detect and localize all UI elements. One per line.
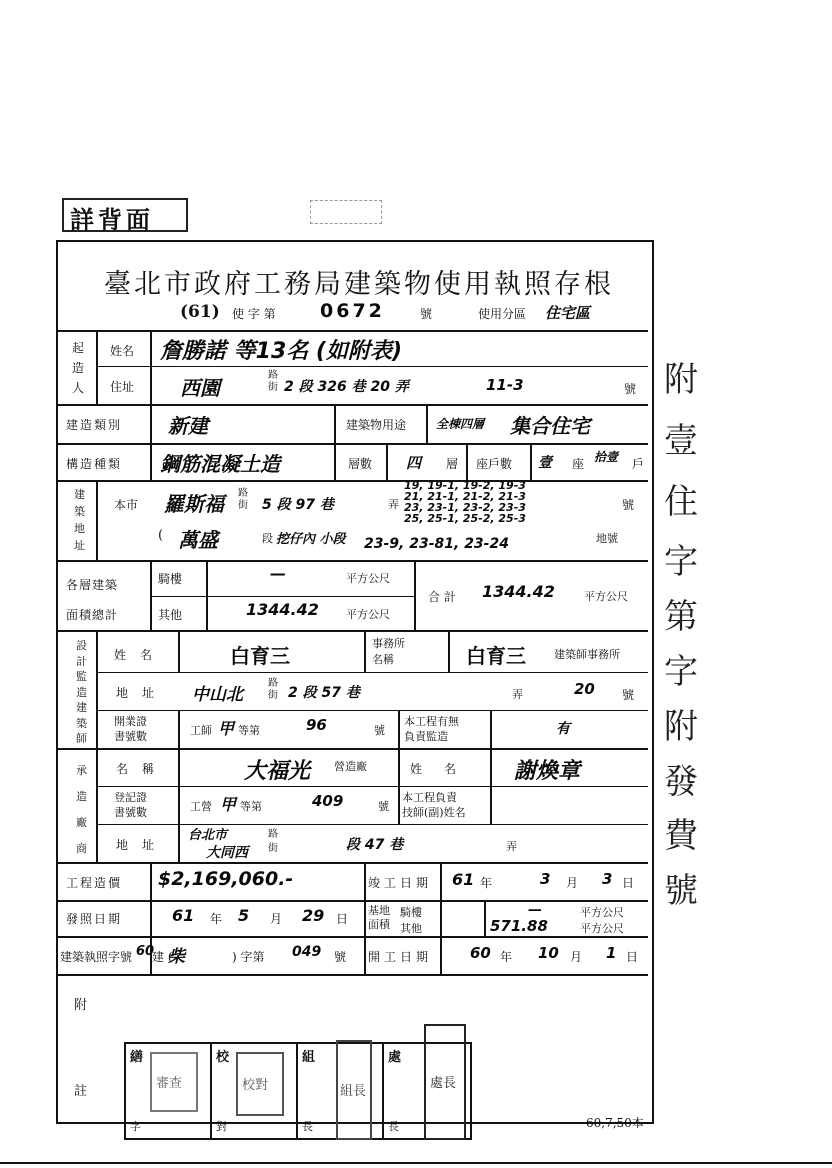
floor-other-label: 其他 bbox=[158, 608, 183, 622]
contractor-reg-text: 等第 bbox=[240, 800, 262, 813]
issue-unit-month: 月 bbox=[270, 912, 283, 926]
base-arcade-value: — bbox=[528, 902, 542, 918]
completion-day: 3 bbox=[602, 870, 613, 888]
vline bbox=[178, 710, 180, 748]
floor-total-unit: 平方公尺 bbox=[584, 590, 628, 603]
floor-other-value: 1344.42 bbox=[246, 600, 319, 619]
hline bbox=[58, 748, 648, 750]
applicant-group-label: 起 造 人 bbox=[72, 341, 85, 395]
note-label: 註 bbox=[74, 1084, 88, 1099]
units-seat-unit: 座 bbox=[572, 457, 585, 471]
approval-stamp-4: 處長 bbox=[424, 1024, 466, 1140]
architect-office-value: 白育三 bbox=[466, 644, 526, 668]
site-city-label: 本市 bbox=[114, 498, 139, 512]
vline bbox=[490, 710, 492, 748]
floor-arcade-value: — bbox=[270, 564, 286, 583]
architect-addr-number: 20 bbox=[574, 680, 595, 698]
permit-ref-suffix: 號 bbox=[334, 950, 347, 964]
approval-footer-2: 對 bbox=[216, 1120, 227, 1133]
detail-label-box bbox=[62, 198, 188, 232]
use-label: 建築物用途 bbox=[346, 418, 407, 432]
base-other-unit: 平方公尺 bbox=[580, 922, 624, 935]
vline bbox=[448, 630, 450, 672]
vline bbox=[386, 443, 388, 480]
contractor-tech-label: 本工程負責 技師(副)姓名 bbox=[402, 791, 466, 819]
detail-label: 詳背面 bbox=[70, 205, 154, 234]
structure-label: 構造種類 bbox=[66, 457, 123, 471]
applicant-name-value: 詹勝諾 等13名 (如附表) bbox=[160, 339, 403, 364]
contractor-reg-suffix: 號 bbox=[378, 800, 389, 813]
contractor-addr-section: 段 47 巷 bbox=[346, 837, 404, 853]
units-households: 拾壹 bbox=[594, 450, 619, 464]
base-area-label: 基地 面積 bbox=[368, 904, 390, 931]
floor-total-label: 合 計 bbox=[428, 590, 456, 604]
base-other-label: 其他 bbox=[400, 922, 422, 935]
vline bbox=[210, 1042, 212, 1138]
architect-addr-road: 中山北 bbox=[192, 685, 243, 705]
contractor-reg-grade: 甲 bbox=[220, 795, 237, 814]
site-lane-label: 弄 bbox=[388, 498, 399, 511]
site-area-value: 萬盛 bbox=[178, 528, 218, 552]
cost-label: 工程造價 bbox=[66, 876, 123, 890]
vline bbox=[178, 630, 180, 672]
approval-stamp-2: 校對 bbox=[236, 1052, 284, 1116]
side-column-text: 附 壹 住 字 第 字 附 發 費 號 bbox=[664, 360, 698, 912]
vline bbox=[150, 560, 152, 630]
units-seat: 壹 bbox=[538, 455, 552, 471]
approval-stamp-1: 審查 bbox=[150, 1052, 198, 1112]
permit-year: (61) bbox=[180, 302, 220, 322]
form-title: 臺北市政府工務局建築物使用執照存根 bbox=[104, 269, 614, 300]
approval-label-3: 組 bbox=[302, 1050, 316, 1065]
start-day: 1 bbox=[606, 944, 617, 962]
contractor-name-label: 名稱 bbox=[116, 762, 169, 776]
floor-arcade-unit: 平方公尺 bbox=[346, 572, 390, 585]
architect-office-label: 事務所 名稱 bbox=[372, 637, 405, 666]
vline bbox=[364, 862, 366, 974]
applicant-addr-district: 西園 bbox=[180, 376, 220, 400]
contractor-reg-prefix: 工營 bbox=[190, 800, 212, 813]
contractor-reg-label: 登記證 書號數 bbox=[114, 791, 147, 819]
applicant-name-label: 姓名 bbox=[110, 344, 135, 358]
completion-month: 3 bbox=[540, 870, 551, 888]
completion-year: 61 bbox=[452, 870, 475, 889]
contractor-person-value: 謝煥章 bbox=[514, 759, 581, 784]
architect-name-label: 姓名 bbox=[114, 648, 167, 662]
permit-ref-year: 60 bbox=[136, 944, 155, 959]
issue-day: 29 bbox=[302, 906, 325, 925]
hline bbox=[96, 672, 648, 673]
site-road-suffix: 路 街 bbox=[238, 488, 248, 511]
architect-group-label: 設 計 監 造 建 築 師 bbox=[76, 639, 87, 745]
architect-license-number: 96 bbox=[306, 716, 327, 734]
vline bbox=[150, 404, 152, 480]
attach-label: 附 bbox=[74, 998, 88, 1013]
permit-ref-number: 049 bbox=[292, 944, 322, 960]
zone-label: 使用分區 bbox=[478, 307, 527, 321]
base-arcade-label: 騎樓 bbox=[400, 906, 422, 919]
architect-office-suffix: 建築師事務所 bbox=[554, 648, 620, 661]
architect-license-suffix: 號 bbox=[374, 724, 385, 737]
hline bbox=[150, 596, 414, 597]
vline bbox=[398, 748, 400, 824]
applicant-addr-road-suffix: 路 街 bbox=[268, 370, 278, 393]
vline bbox=[530, 443, 532, 480]
units-unit: 戶 bbox=[632, 457, 645, 471]
completion-unit-year: 年 bbox=[480, 876, 493, 890]
permit-suffix: 號 bbox=[420, 307, 433, 321]
vline bbox=[150, 330, 152, 404]
contractor-group-label: 承 造 廠 商 bbox=[76, 764, 87, 855]
vline bbox=[206, 560, 208, 630]
issue-month: 5 bbox=[238, 906, 250, 925]
vline bbox=[466, 443, 468, 480]
hline bbox=[58, 862, 648, 864]
floors-value: 四 bbox=[406, 454, 422, 472]
floor-area-group-label: 各層建築 面積總計 bbox=[66, 578, 119, 622]
architect-supervisor-label: 本工程有無 負責監造 bbox=[404, 715, 459, 743]
architect-supervisor-value: 有 bbox=[556, 721, 570, 737]
vline bbox=[490, 748, 492, 824]
site-lot-value: 挖仔內 小段 bbox=[276, 532, 346, 547]
floor-arcade-label: 騎樓 bbox=[158, 572, 183, 586]
hline bbox=[58, 630, 648, 632]
architect-license-grade: 甲 bbox=[218, 719, 235, 738]
applicant-addr-label: 住址 bbox=[110, 380, 135, 394]
hline bbox=[58, 443, 648, 445]
contractor-addr-road-suffix: 路 街 bbox=[268, 829, 278, 854]
architect-license-text: 等第 bbox=[238, 724, 260, 737]
hline bbox=[58, 480, 648, 482]
site-paren: ( bbox=[158, 528, 164, 543]
completion-label: 竣工日期 bbox=[368, 876, 433, 890]
hline bbox=[58, 936, 648, 938]
floor-other-unit: 平方公尺 bbox=[346, 608, 390, 621]
completion-unit-day: 日 bbox=[622, 876, 635, 890]
approval-footer-4: 長 bbox=[388, 1120, 399, 1133]
base-other-value: 571.88 bbox=[490, 917, 548, 935]
contractor-addr-label: 地址 bbox=[116, 838, 169, 852]
architect-license-prefix: 工師 bbox=[190, 724, 212, 737]
hline bbox=[58, 974, 648, 976]
approval-stamp-3: 組長 bbox=[336, 1040, 372, 1140]
permit-number: 0672 bbox=[320, 300, 385, 322]
issue-year: 61 bbox=[172, 906, 195, 925]
start-month: 10 bbox=[538, 944, 559, 962]
completion-unit-month: 月 bbox=[566, 876, 579, 890]
issue-label: 發照日期 bbox=[66, 912, 123, 926]
site-lot-label: 段 bbox=[262, 532, 273, 545]
category-label: 建造類別 bbox=[66, 418, 123, 432]
permit-prefix: 使 字 第 bbox=[232, 307, 276, 321]
site-road-value: 羅斯福 bbox=[164, 492, 224, 516]
use-value: 集合住宅 bbox=[510, 414, 590, 438]
zone-value: 住宅區 bbox=[545, 304, 591, 322]
contractor-addr-lane: 弄 bbox=[506, 840, 517, 853]
page-bottom-edge bbox=[0, 1162, 832, 1164]
site-number-suffix: 號 bbox=[622, 498, 635, 512]
base-arcade-unit: 平方公尺 bbox=[580, 906, 624, 919]
start-unit-year: 年 bbox=[500, 950, 513, 964]
applicant-addr-suffix: 號 bbox=[624, 382, 637, 396]
architect-addr-suffix: 號 bbox=[622, 688, 635, 702]
vline bbox=[426, 404, 428, 443]
floor-total-value: 1344.42 bbox=[482, 582, 555, 601]
contractor-reg-number: 409 bbox=[312, 792, 344, 810]
hline bbox=[58, 404, 648, 406]
architect-addr-section: 2 段 57 巷 bbox=[288, 685, 360, 701]
approval-footer-3: 長 bbox=[302, 1120, 313, 1133]
applicant-addr-number: 11-3 bbox=[486, 376, 524, 394]
contractor-name-value: 大福光 bbox=[244, 759, 311, 784]
use-floors: 全棟四層 bbox=[436, 417, 485, 431]
vline bbox=[296, 1042, 298, 1138]
contractor-addr-road: 大同西 bbox=[206, 845, 248, 861]
vline bbox=[414, 560, 416, 630]
vline bbox=[364, 630, 366, 672]
hline bbox=[58, 330, 648, 332]
vline bbox=[96, 480, 98, 560]
site-lot-suffix: 地號 bbox=[596, 532, 618, 545]
approval-label-1: 繕 bbox=[130, 1050, 144, 1065]
site-lot-numbers: 23-9, 23-81, 23-24 bbox=[364, 536, 509, 552]
vline bbox=[382, 1042, 384, 1138]
site-group-label: 建 築 地 址 bbox=[74, 488, 85, 552]
permit-ref-text: 建 ( bbox=[152, 950, 173, 964]
architect-license-label: 開業證 書號數 bbox=[114, 715, 147, 743]
approval-footer-1: 字 bbox=[130, 1120, 141, 1133]
hline bbox=[58, 560, 648, 562]
vline bbox=[96, 630, 98, 862]
hline bbox=[96, 366, 648, 367]
hline bbox=[58, 900, 648, 902]
cost-value: $2,169,060.- bbox=[158, 868, 294, 890]
permit-ref-kind: 柴 bbox=[168, 947, 185, 967]
permit-ref-text2: ) 字第 bbox=[232, 950, 265, 964]
site-numbers: 19, 19-1, 19-2, 19-3 21, 21-1, 21-2, 21-3 23, 23-1, 23-2, 23-3 25, 25-1, 25-2, 25-3 bbox=[404, 479, 526, 525]
floors-label: 層數 bbox=[348, 457, 373, 471]
vline bbox=[398, 710, 400, 748]
vline bbox=[440, 862, 442, 974]
contractor-name-suffix: 營造廠 bbox=[334, 760, 367, 773]
floors-unit: 層 bbox=[446, 457, 459, 471]
vline bbox=[96, 330, 98, 404]
vline bbox=[178, 748, 180, 862]
faint-stamp bbox=[310, 200, 382, 224]
architect-addr-label: 地址 bbox=[116, 686, 169, 700]
start-unit-day: 日 bbox=[626, 950, 639, 964]
permit-ref-label: 建築執照字號 bbox=[60, 950, 133, 964]
site-section: 5 段 97 巷 bbox=[262, 497, 334, 513]
approval-label-4: 處 bbox=[388, 1050, 402, 1065]
architect-addr-road-suffix: 路 街 bbox=[268, 678, 278, 701]
units-label: 座戶數 bbox=[476, 457, 513, 471]
vline bbox=[334, 404, 336, 480]
start-year: 60 bbox=[470, 944, 491, 962]
contractor-person-label: 姓名 bbox=[410, 762, 479, 776]
vline bbox=[484, 900, 486, 936]
applicant-addr-section: 2 段 326 巷 20 弄 bbox=[284, 379, 409, 395]
start-label: 開工日期 bbox=[368, 950, 433, 964]
start-unit-month: 月 bbox=[570, 950, 583, 964]
issue-unit-day: 日 bbox=[336, 912, 349, 926]
approval-label-2: 校 bbox=[216, 1050, 230, 1065]
architect-name-value: 白育三 bbox=[230, 644, 290, 668]
contractor-addr-city: 台北市 bbox=[188, 828, 228, 843]
structure-value: 鋼筋混凝土造 bbox=[160, 452, 280, 476]
print-code: 60,7,50本 bbox=[586, 1116, 644, 1130]
category-value: 新建 bbox=[168, 414, 208, 438]
issue-unit-year: 年 bbox=[210, 912, 223, 926]
architect-addr-lane: 弄 bbox=[512, 688, 523, 701]
